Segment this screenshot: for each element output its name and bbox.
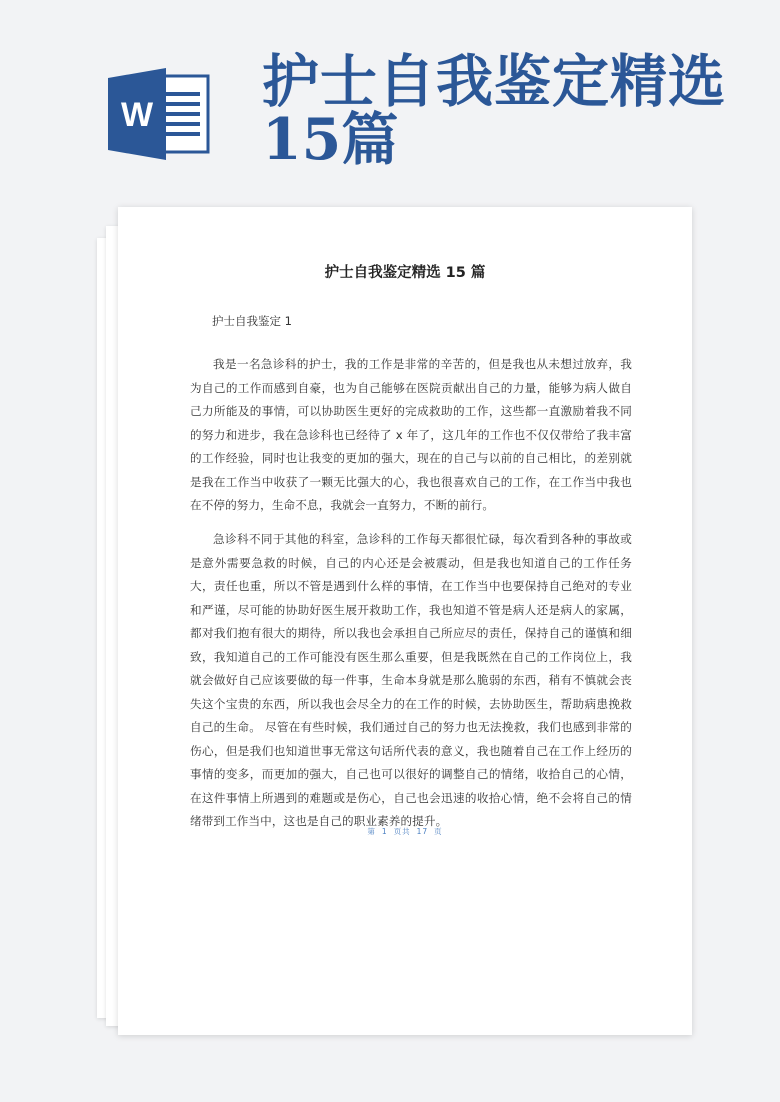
document-page <box>118 207 692 1035</box>
cover-title-line1: 护士自我鉴定精选 <box>262 48 726 115</box>
footer-total-pages: 17 <box>416 827 429 836</box>
cover-title-line2: 15篇 <box>262 106 399 173</box>
paragraph: 我是一名急诊科的护士，我的工作是非常的辛苦的，但是我也从未想过放弃，我为自己的工作而感到自豪，也为自己能够在医院贡献出自己的力量，能够为病人做自己力所能及的事情，可以协助医生更好的完成救助的工作，这些都一直激励着我不同的努力和进步，我在急诊科也已经待了 x 年了，这几年的工作也不仅仅带给了我丰富的工作经验，同时也让我变的更加的强大，现在的自己与以前的自己相比，的差别就是我在工作当中收获了一颗无比强大的心，我也很喜欢自己的工作，在工作当中我也在不停的努力，生命不息，我就会一直努力，不断的前行。 <box>190 357 632 512</box>
footer-page-number: 1 <box>381 827 388 836</box>
svg-text:W: W <box>120 96 154 134</box>
word-icon <box>108 66 210 162</box>
footer-middle: 页共 <box>393 827 411 836</box>
page-footer <box>118 826 692 837</box>
footer-suffix: 页 <box>434 827 443 836</box>
section-heading: 护士自我鉴定 1 <box>212 314 292 328</box>
paragraph: 急诊科不同于其他的科室，急诊科的工作每天都很忙碌，每次看到各种的事故或是意外需要急救的时候，自己的内心还是会被震动，但是我也知道自己的工作任务大，责任也重，所以不管是遇到什么样的事情，在工作当中也要保持自己绝对的专业和严谨，尽可能的协助好医生展开救助工作，我也知道不管是病人还是病人的家属，都对我们抱有很大的期待，所以我也会承担自己所应尽的责任，保持自己的谨慎和细致，我知道自己的工作可能没有医生那么重要，但是我既然在自己的工作岗位上，我就会做好自己应该要做的每一件事，生命本身就是那么脆弱的东西，稍有不慎就会丧失这个宝贵的东西，所以我也会尽全力的在工作的时候，去协助医生，帮助病患挽救自己的生命。 尽管在有些时候，我们通过自己的努力也无法挽救，我们也感到非常的伤心，但是我们也知道世事无常这句话所代表的意义，我也随着自己在工作上经历的事情的变多，而更加的强大，自己也可以很好的调整自己的情绪，收拾自己的心情，在这件事情上所遇到的难题或是伤心，自己也会迅速的收拾心情，绝不会将自己的情绪带到工作当中，这也是自己的职业素养的提升。 <box>190 532 632 828</box>
document-title: 护士自我鉴定精选 15 篇 <box>324 265 486 281</box>
footer-prefix: 第 <box>367 827 376 836</box>
